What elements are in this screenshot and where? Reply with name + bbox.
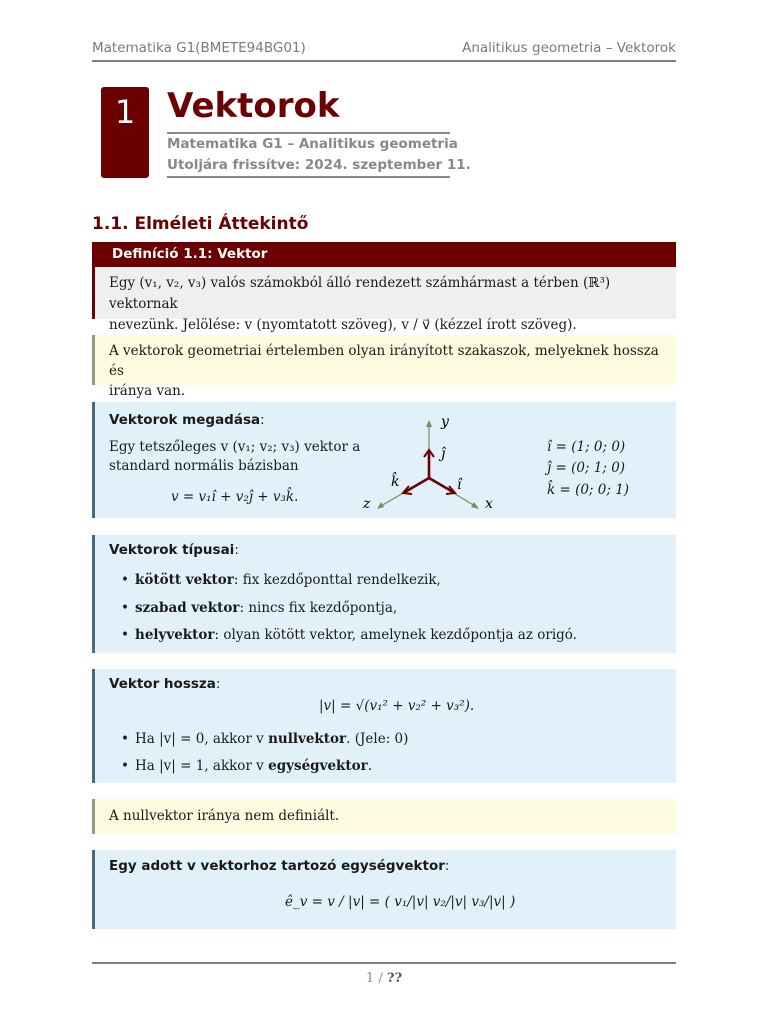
chapter-updated: Utoljára frissítve: 2024. szeptember 11. — [167, 157, 471, 173]
list-item: • kötött vektor: fix kezdőponttal rendelkezik, — [135, 570, 441, 590]
note-null-text: A nullvektor iránya nem definiált. — [109, 808, 340, 824]
axis-y-label: y — [441, 414, 449, 430]
giving-text-1: Egy tetszőleges v (v₁; v₂; v₃) vektor a — [109, 439, 361, 455]
chapter-subtitle: Matematika G1 – Analitikus geometria — [167, 136, 458, 152]
chapter-number-box — [101, 87, 149, 178]
axis-z-label: z — [363, 496, 371, 512]
axis-x-arrowhead — [471, 502, 479, 509]
definition-line-1: Egy (v₁, v₂, v₃) valós számokból álló rendezett számhármast a térben (ℝ³) vektornak — [109, 275, 611, 312]
page-number: 1 / ?? — [365, 971, 403, 986]
definition-heading: Definíció 1.1: Vektor — [92, 242, 676, 267]
chapter-title: Vektorok — [167, 86, 340, 126]
unit-k-label: k̂ — [391, 474, 400, 490]
axis-y-arrowhead — [426, 420, 432, 427]
box-vector-length — [92, 669, 676, 783]
chapter-number: 1 — [114, 93, 136, 131]
list-item: • Ha |v| = 1, akkor v egységvektor. — [135, 756, 372, 776]
basis-k: k̂ = (0; 0; 1) — [547, 482, 630, 498]
giving-formula: v = v₁î + v₂ĵ + v₃k̂. — [171, 489, 299, 505]
list-item: • helyvektor: olyan kötött vektor, amelynek kezdőpontja az origó. — [135, 625, 577, 645]
definition-line-2: nevezünk. Jelölése: v (nyomtatott szöveg), v / v⃗ (kézzel írott szöveg). — [109, 317, 577, 333]
box-vector-giving — [92, 402, 676, 518]
header-course: Matematika G1(BMETE94BG01) — [92, 40, 306, 56]
giving-title: Vektorok megadása: — [109, 412, 265, 428]
list-item: • szabad vektor: nincs fix kezdőpontja, — [135, 598, 397, 618]
basis-i: î = (1; 0; 0) — [547, 439, 626, 455]
axis-z-arrowhead — [377, 502, 384, 509]
giving-text-2: standard normális bázisban — [109, 458, 299, 474]
unit-i-vector — [429, 478, 453, 492]
length-title: Vektor hossza: — [109, 676, 221, 692]
unit-vector-title: Egy adott v vektorhoz tartozó egységvektor: — [109, 858, 450, 874]
chapter-rule-bottom — [167, 176, 450, 178]
basis-diagram — [355, 410, 515, 518]
note-geometric — [92, 335, 676, 399]
note-geometric-line-1: A vektorok geometriai értelemben olyan irányított szakaszok, melyeknek hossza és — [109, 343, 659, 379]
axis-x-label: x — [485, 496, 493, 512]
definition-body — [92, 267, 676, 333]
running-header — [92, 40, 676, 62]
length-formula: |v| = √(v₁² + v₂² + v₃²). — [319, 698, 475, 714]
section-heading: 1.1. Elméleti Áttekintő — [92, 214, 309, 234]
basis-j: ĵ = (0; 1; 0) — [547, 460, 626, 476]
list-item: • Ha |v| = 0, akkor v nullvektor. (Jele: 0) — [135, 729, 408, 749]
unit-j-label: ĵ — [441, 446, 446, 462]
chapter-rule-top — [167, 132, 450, 134]
types-title: Vektorok típusai: — [109, 542, 239, 558]
unit-k-vector — [405, 478, 429, 492]
header-topic: Analitikus geometria – Vektorok — [462, 40, 676, 56]
header-rule — [92, 60, 676, 62]
note-geometric-line-2: iránya van. — [109, 383, 186, 399]
box-vector-types — [92, 535, 676, 653]
footer-rule — [92, 962, 676, 964]
box-unit-vector — [92, 850, 676, 929]
note-null-vector — [92, 799, 676, 834]
unit-vector-formula: ê_v = v / |v| = ( v₁/|v| v₂/|v| v₃/|v| ) — [285, 894, 516, 910]
unit-i-label: î — [457, 477, 462, 493]
